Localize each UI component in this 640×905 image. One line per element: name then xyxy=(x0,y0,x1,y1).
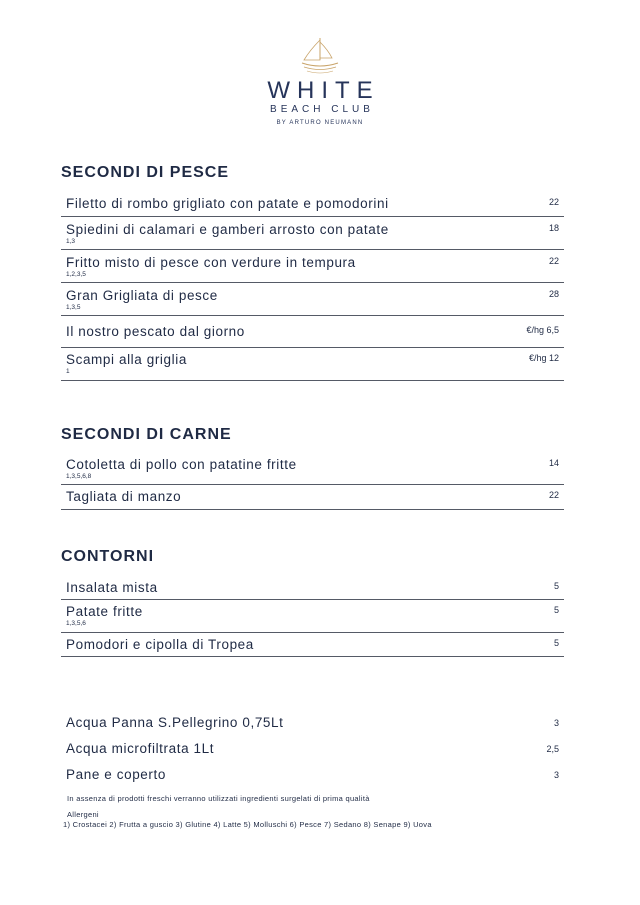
extra-price: 2,5 xyxy=(546,744,559,754)
item-price: 28 xyxy=(548,289,559,299)
brand-byline: BY ARTURO NEUMANN xyxy=(276,120,364,126)
frozen-note: In assenza di prodotti freschi verranno utilizzati ingredienti surgelati di prima qualità xyxy=(67,794,370,803)
extra-item xyxy=(66,715,559,730)
menu-item xyxy=(61,576,564,600)
item-allergens: 1 xyxy=(66,368,70,375)
menu-item xyxy=(61,485,564,510)
brand-subtitle: BEACH CLUB xyxy=(270,104,374,115)
item-name: Patate fritte xyxy=(66,604,143,619)
menu-item xyxy=(61,250,564,283)
menu-item xyxy=(61,633,564,657)
item-price: 5 xyxy=(553,605,559,615)
brand-name: WHITE xyxy=(267,77,380,104)
item-allergens: 1,3,5 xyxy=(66,304,81,311)
item-name: Insalata mista xyxy=(66,580,158,595)
extra-name: Acqua Panna S.Pellegrino 0,75Lt xyxy=(66,715,284,730)
menu-list-carne xyxy=(61,453,564,510)
menu-list-pesce xyxy=(61,193,564,381)
section-title-contorni: CONTORNI xyxy=(61,548,155,565)
extra-name: Acqua microfiltrata 1Lt xyxy=(66,741,215,756)
item-name: Scampi alla griglia xyxy=(66,352,187,367)
allergens-title: Allergeni xyxy=(67,810,99,819)
menu-item xyxy=(61,193,564,217)
item-price: 14 xyxy=(548,458,559,468)
item-price: 5 xyxy=(553,581,559,591)
item-allergens: 1,3 xyxy=(66,238,76,245)
section-title-pesce: SECONDI DI PESCE xyxy=(61,164,230,181)
item-price: 5 xyxy=(553,638,559,648)
extra-item xyxy=(66,741,559,756)
item-name: Spiedini di calamari e gamberi arrosto con patate xyxy=(66,222,389,237)
item-name: Pomodori e cipolla di Tropea xyxy=(66,637,254,652)
item-name: Gran Grigliata di pesce xyxy=(66,288,218,303)
extra-name: Pane e coperto xyxy=(66,767,166,782)
sailboat-logo-icon xyxy=(298,36,342,76)
logo xyxy=(0,36,640,127)
menu-item xyxy=(61,348,564,381)
item-price: 22 xyxy=(548,256,559,266)
menu-item xyxy=(61,283,564,316)
item-name: Filetto di rombo grigliato con patate e pomodorini xyxy=(66,196,389,211)
item-price: €/hg 6,5 xyxy=(526,325,559,335)
item-name: Cotoletta di pollo con patatine fritte xyxy=(66,457,297,472)
item-allergens: 1,2,3,5 xyxy=(66,271,86,278)
section-title-carne: SECONDI DI CARNE xyxy=(61,426,232,443)
extra-price: 3 xyxy=(553,718,559,728)
item-name: Fritto misto di pesce con verdure in tempura xyxy=(66,255,356,270)
allergens-list: 1) Crostacei 2) Frutta a guscio 3) Glutine 4) Latte 5) Molluschi 6) Pesce 7) Sedano 8) Senape 9) Uova xyxy=(63,820,432,829)
item-allergens: 1,3,5,6,8 xyxy=(66,473,92,480)
item-price: 22 xyxy=(548,490,559,500)
menu-item xyxy=(61,316,564,348)
item-name: Tagliata di manzo xyxy=(66,489,182,504)
menu-item xyxy=(61,600,564,633)
menu-item xyxy=(61,217,564,250)
item-price: 18 xyxy=(548,223,559,233)
menu-item xyxy=(61,453,564,485)
item-allergens: 1,3,5,6 xyxy=(66,620,86,627)
item-price: €/hg 12 xyxy=(528,353,559,363)
menu-list-contorni xyxy=(61,576,564,657)
item-name: Il nostro pescato dal giorno xyxy=(66,324,245,339)
extra-price: 3 xyxy=(553,770,559,780)
item-price: 22 xyxy=(548,197,559,207)
extra-item xyxy=(66,767,559,782)
